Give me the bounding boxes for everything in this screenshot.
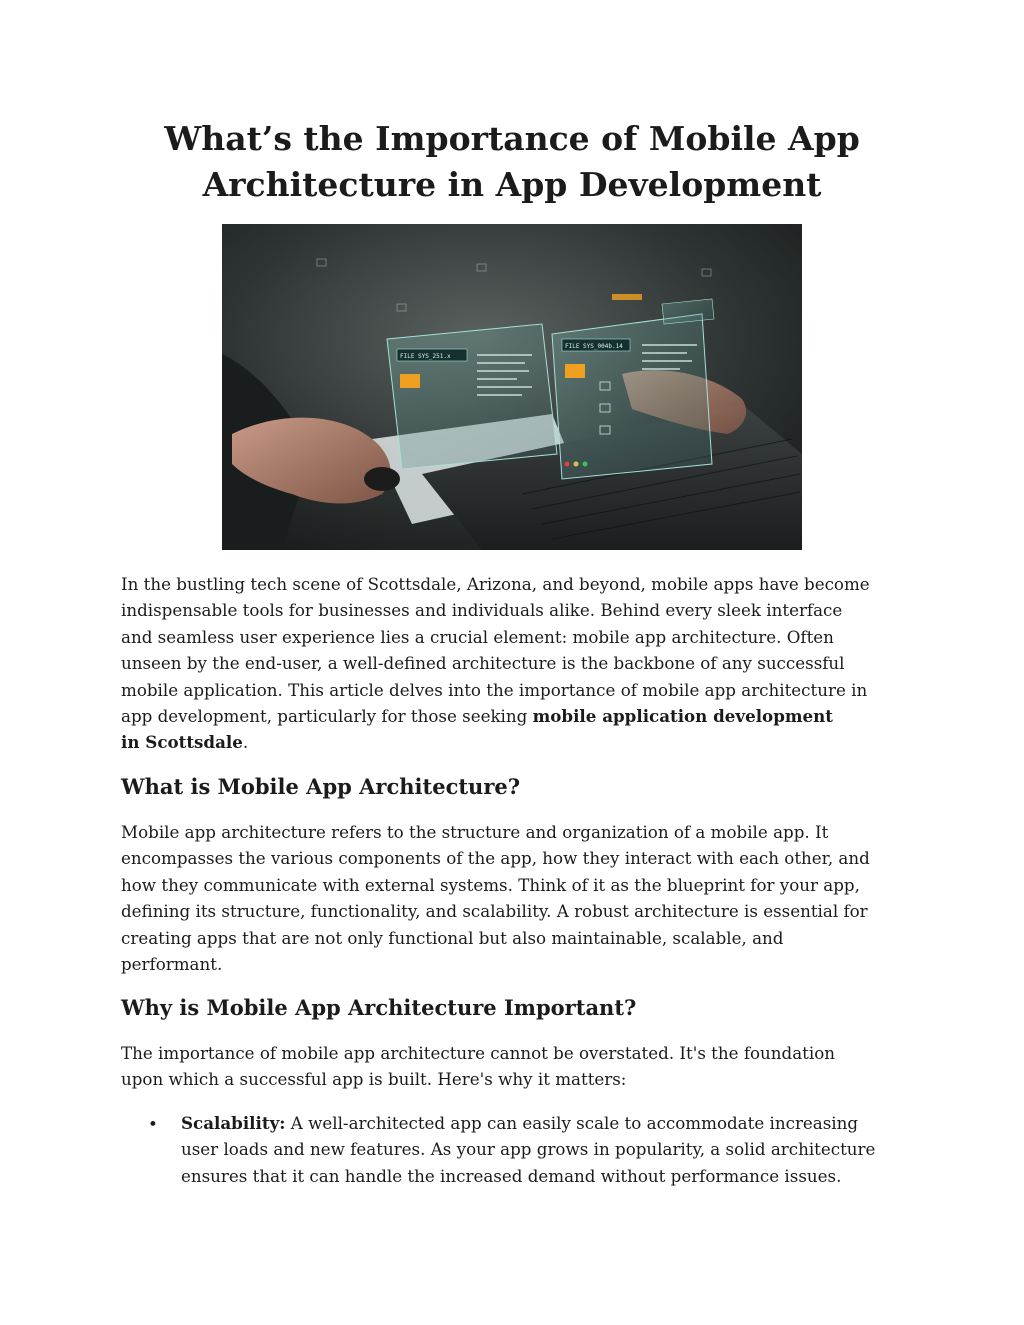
- folder-label-1: FILE SYS_251.x: [400, 353, 451, 360]
- intro-line-2: indispensable tools for businesses and individuals alike. Behind every sleek interface: [121, 600, 843, 621]
- hero-image: [222, 224, 802, 550]
- title-line-1: What’s the Importance of Mobile App: [164, 119, 860, 158]
- section-heading-why-important: Why is Mobile App Architecture Important?: [121, 995, 637, 1020]
- intro-line-3: and seamless user experience lies a crucial element: mobile app architecture. Often: [121, 626, 834, 647]
- bullet-term: Scalability:: [181, 1113, 286, 1133]
- intro-paragraph: [121, 571, 911, 756]
- bullet-line-1-text: A well-architected app can easily scale to accommodate increasing: [285, 1113, 859, 1133]
- section2-paragraph: [121, 1040, 911, 1093]
- intro-line-7: [121, 729, 911, 755]
- intro-line-5: mobile application. This article delves into the importance of mobile app architecture in: [121, 679, 868, 700]
- bullet-line-2: user loads and new features. As your app grows in popularity, a solid architecture: [181, 1139, 876, 1160]
- s1-line-1: Mobile app architecture refers to the structure and organization of a mobile app. It: [121, 822, 829, 842]
- title-line-2: Architecture in App Development: [202, 165, 822, 204]
- s2-line-1: The importance of mobile app architecture cannot be overstated. It's the foundation: [121, 1043, 836, 1063]
- section-heading-what-is: What is Mobile App Architecture?: [121, 774, 521, 799]
- s1-line-5: creating apps that are not only functional but also maintainable, scalable, and: [121, 927, 784, 948]
- folder-label-2: FILE SYS_004b.14: [565, 343, 623, 350]
- bullet-line-3: ensures that it can handle the increased demand without performance issues.: [181, 1165, 842, 1186]
- s1-line-3: how they communicate with external systems. Think of it as the blueprint for your app,: [121, 874, 860, 895]
- keyword-link-part-1: mobile application development: [532, 706, 833, 727]
- intro-line-4: unseen by the end-user, a well-defined architecture is the backbone of any successful: [121, 653, 845, 674]
- bullet-line-1: [181, 1110, 875, 1136]
- list-item-scalability: [181, 1110, 875, 1189]
- s2-line-2: upon which a successful app is built. Here's why it matters:: [121, 1069, 627, 1090]
- bullet-marker: •: [148, 1114, 158, 1134]
- page-title: [0, 116, 1024, 208]
- intro-line-1: In the bustling tech scene of Scottsdale, Arizona, and beyond, mobile apps have become: [121, 574, 870, 594]
- section1-paragraph: [121, 819, 911, 977]
- intro-line-7-suffix: .: [242, 732, 249, 753]
- intro-line-6-text: app development, particularly for those seeking: [121, 706, 533, 727]
- s1-line-2: encompasses the various components of the app, how they interact with each other, and: [121, 848, 870, 869]
- intro-line-6: [121, 703, 911, 729]
- s1-line-4: defining its structure, functionality, and scalability. A robust architecture is essential for: [121, 901, 868, 922]
- keyword-link-part-2: in Scottsdale: [121, 732, 243, 753]
- s1-line-6: performant.: [121, 954, 223, 975]
